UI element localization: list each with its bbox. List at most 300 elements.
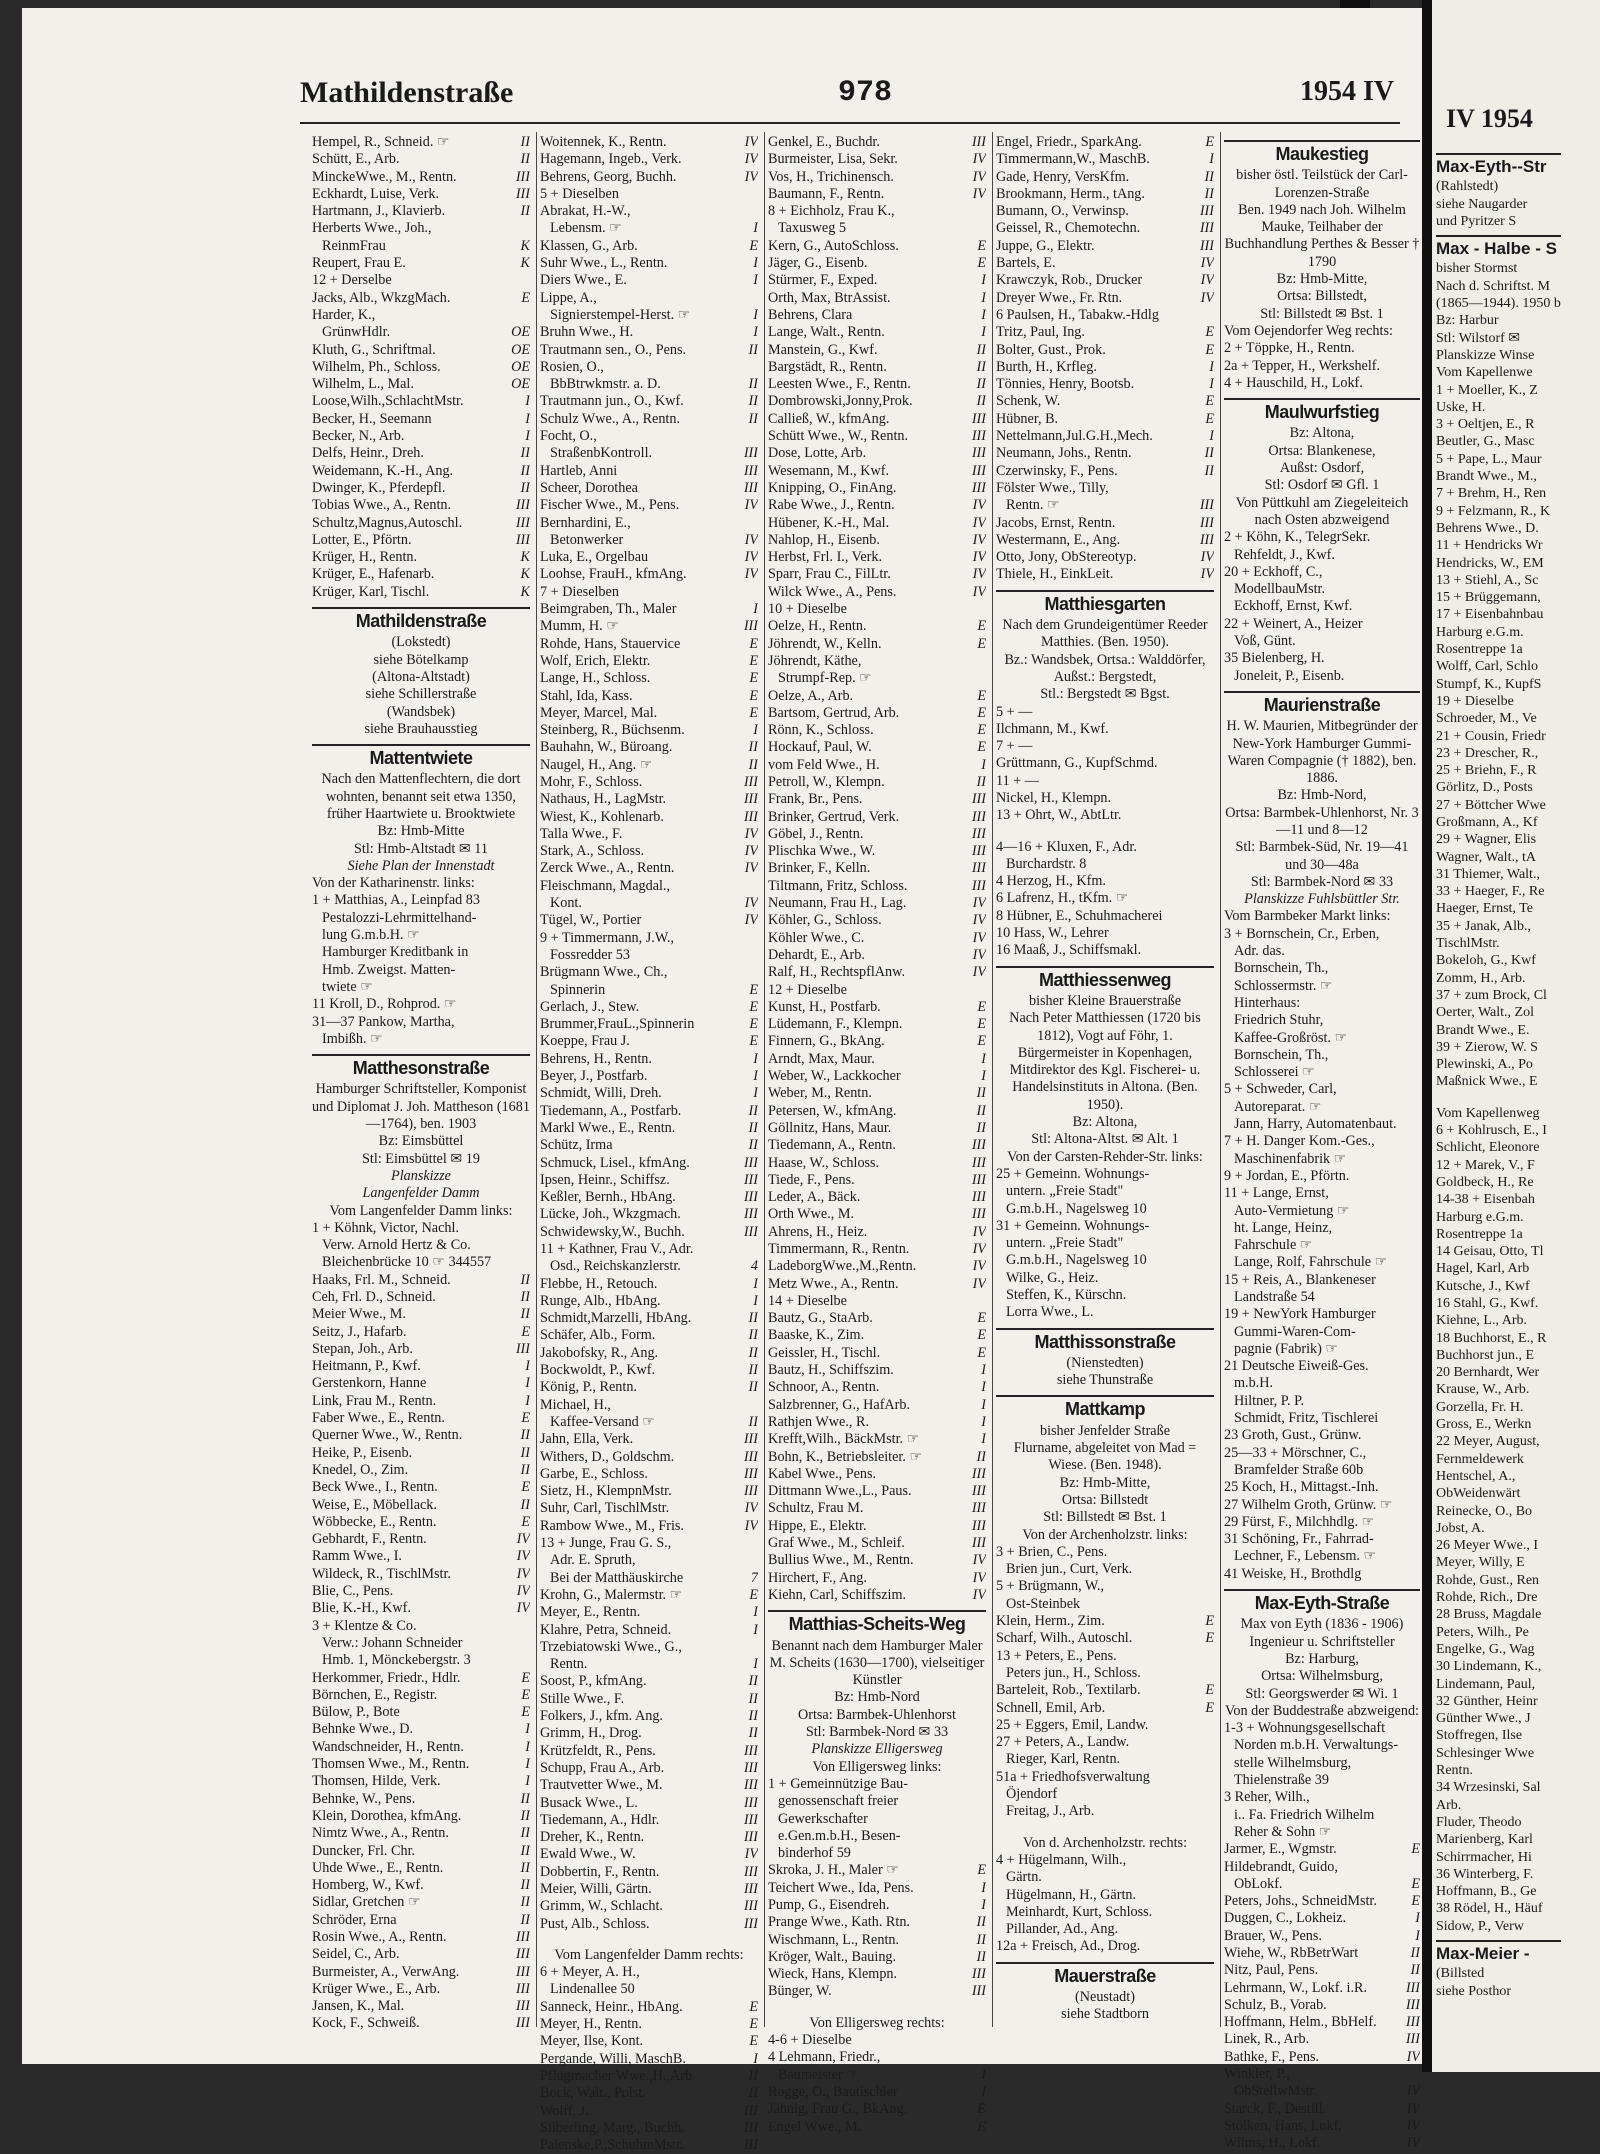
entry-text: Tiltmann, Fritz, Schloss. [768, 877, 908, 894]
floor-label: III [743, 618, 758, 635]
floor-label: OE [511, 341, 530, 358]
entry-text: Göllnitz, Hans, Maur. [768, 1119, 892, 1136]
floor-label: III [743, 445, 758, 462]
resident-entry [312, 186, 530, 203]
floor-label: E [977, 237, 986, 254]
resident-entry [540, 1293, 758, 1310]
floor-label: II [748, 1344, 758, 1361]
resident-entry: TischlMstr. [1436, 936, 1500, 952]
street-note: siehe Bötelkamp [373, 651, 469, 668]
entry-text: Schäfer, Alb., Form. [540, 1327, 656, 1344]
resident-entry [540, 1622, 758, 1639]
floor-label: OE [511, 324, 530, 341]
resident-entry [768, 497, 986, 514]
entry-text: Krüger, E., Hafenarb. [312, 566, 435, 583]
street-heading: Maulwurfstieg [1224, 398, 1420, 421]
resident-entry [312, 1773, 530, 1790]
floor-label: III [971, 1154, 986, 1171]
resident-entry [540, 1379, 758, 1396]
resident-entry: Kiehne, L., Arb. [1436, 1313, 1527, 1329]
entry-text: Fossredder 53 [550, 946, 630, 963]
entry-text: 6 + Meyer, A. H., [540, 1964, 640, 1981]
resident-entry [996, 721, 1214, 738]
floor-label: I [525, 1721, 530, 1738]
entry-text: Schenk, W. [996, 393, 1061, 410]
entry-text: 5 + Brügmann, W., [996, 1578, 1105, 1595]
house-number-entry [312, 1014, 530, 1031]
resident-entry [312, 1929, 530, 1946]
entry-text: Krohn, G., Malermstr. ☞ [540, 1586, 683, 1603]
entry-text: Tiedemann, A., Hdlr. [540, 1811, 660, 1828]
floor-label: I [981, 2083, 986, 2100]
entry-text: Eckhardt, Luise, Verk. [312, 185, 439, 202]
resident-entry [1224, 1548, 1420, 1565]
resident-entry [540, 1587, 758, 1604]
floor-label: III [971, 1206, 986, 1223]
entry-text: Leesten Wwe., F., Rentn. [768, 376, 911, 393]
entry-text: Weber, W., Lackkocher [768, 1068, 901, 1085]
resident-entry [540, 1673, 758, 1690]
floor-label: IV [972, 185, 986, 202]
resident-entry [312, 1254, 530, 1271]
floor-label: II [520, 203, 530, 220]
resident-entry [1224, 1737, 1420, 1754]
house-number-entry [768, 1776, 986, 1793]
floor-label: E [1205, 410, 1214, 427]
resident-entry [312, 169, 530, 186]
house-number-entry [540, 1241, 758, 1258]
entry-text: 12a + Freisch, Ad., Drog. [996, 1938, 1141, 1955]
entry-text: Weber, M., Rentn. [768, 1085, 872, 1102]
house-number-entry [1224, 616, 1420, 633]
resident-entry [540, 860, 758, 877]
resident-entry [768, 688, 986, 705]
resident-entry [1224, 1220, 1420, 1237]
floor-label: IV [972, 1241, 986, 1257]
house-number-entry [312, 272, 530, 289]
resident-entry [1224, 1341, 1420, 1358]
resident-entry: 15 + Brüggemann, [1436, 590, 1541, 606]
entry-text: Geissler, H., Tischl. [768, 1344, 881, 1361]
entry-text: Bock, Walt., Polst. [540, 2085, 646, 2102]
floor-label: I [981, 1896, 986, 1913]
floor-label: III [743, 1448, 758, 1465]
entry-text: binderhof 59 [778, 1845, 851, 1862]
house-number-entry [996, 704, 1214, 721]
entry-text: Maschinenfabrik ☞ [1234, 1150, 1347, 1167]
floor-label: K [520, 549, 530, 566]
resident-entry [540, 1691, 758, 1708]
floor-label: III [743, 1898, 758, 1915]
resident-entry [1224, 2049, 1420, 2066]
resident-entry [996, 755, 1214, 772]
resident-entry: Planskizze Winse [1436, 347, 1535, 363]
resident-entry [768, 1570, 986, 1587]
entry-text: Calließ, W., kfmAng. [768, 410, 890, 427]
resident-entry [1224, 1047, 1420, 1064]
street-note: Nach den Mattenflechtern, die dort wohnten, benannt seit etwa 1350, früher Haartwiete u. Brooktwiete [321, 771, 521, 822]
street-note: Ortsa: Billstedt [1061, 1491, 1149, 1508]
floor-label: III [743, 1483, 758, 1500]
resident-entry [1224, 1289, 1420, 1306]
house-number-entry [996, 839, 1214, 856]
entry-text: Jann, Harry, Automatenbaut. [1234, 1116, 1397, 1133]
entry-text: Hiltner, P. P. [1234, 1392, 1304, 1409]
street-note: Stl: Barmbek-Nord ✉ 33 [805, 1724, 949, 1741]
resident-entry [540, 515, 758, 532]
entry-text: Steinberg, R., Büchsenm. [540, 722, 685, 739]
entry-text: Kröger, Walt., Bauing. [768, 1948, 897, 1965]
entry-text: Gebhardt, F., Rentn. [312, 1531, 427, 1548]
floor-label: E [1411, 1875, 1420, 1892]
floor-label: II [1204, 168, 1214, 185]
entry-text: Bohn, K., Betriebsleiter. ☞ [768, 1448, 923, 1465]
resident-entry [540, 1846, 758, 1863]
floor-label: IV [972, 497, 986, 514]
entry-text: Behnke Wwe., D. [312, 1721, 413, 1738]
entry-text: Stark, A., Schloss. [540, 843, 645, 860]
resident-entry [540, 1981, 758, 1998]
entry-text: Frank, Br., Pens. [768, 791, 863, 808]
column-divider [536, 132, 537, 2027]
resident-entry [768, 860, 986, 877]
entry-text: Haaks, Frl. M., Schneid. [312, 1271, 451, 1288]
house-number-entry [1224, 1306, 1420, 1323]
house-number-entry [768, 601, 986, 618]
entry-text: ht. Lange, Heinz, [1234, 1219, 1333, 1236]
resident-entry [768, 636, 986, 653]
house-number-entry [996, 1769, 1214, 1786]
floor-label: IV [1200, 566, 1214, 583]
resident-entry [768, 376, 986, 393]
resident-entry [540, 255, 758, 272]
floor-label: IV [744, 168, 758, 185]
floor-label: III [515, 1928, 530, 1945]
floor-label: IV [972, 912, 986, 929]
resident-entry: 18 Buchhorst, E., R [1436, 1330, 1547, 1346]
entry-text: Joneleit, P., Eisenb. [1234, 667, 1345, 684]
entry-text: Leder, A., Bäck. [768, 1189, 861, 1206]
floor-label: II [520, 1444, 530, 1461]
floor-label: IV [516, 1600, 530, 1617]
resident-entry [768, 411, 986, 428]
resident-entry [540, 411, 758, 428]
resident-entry: Brandt Wwe., M., [1436, 469, 1537, 485]
floor-label: IV [516, 1565, 530, 1582]
resident-entry: Fernmeldewerk [1436, 1451, 1524, 1467]
entry-text: Blie, K.-H., Kwf. [312, 1600, 411, 1617]
resident-entry [540, 307, 758, 324]
resident-entry [1224, 960, 1420, 977]
floor-label: III [1405, 2031, 1420, 2048]
entry-text: Lange, Rolf, Fahrschule ☞ [1234, 1254, 1388, 1271]
resident-entry [312, 1877, 530, 1894]
entry-text: Rohde, Hans, Stauervice [540, 635, 681, 652]
street-note: (Altona-Altstadt) [372, 668, 470, 685]
entry-text: Plischka Wwe., W. [768, 843, 876, 860]
entry-text: Meyer, Marcel, Mal. [540, 704, 658, 721]
resident-entry: Krause, W., Arb. [1436, 1382, 1530, 1398]
entry-text: Dombrowski,Jonny,Prok. [768, 393, 913, 410]
floor-label: E [749, 237, 758, 254]
floor-label: II [520, 479, 530, 496]
entry-text: Starck, F., Destill. [1224, 2100, 1327, 2117]
resident-entry: 33 + Haeger, F., Re [1436, 884, 1545, 900]
entry-text: Weidemann, K.-H., Ang. [312, 462, 454, 479]
floor-label: II [520, 1790, 530, 1807]
resident-entry [996, 393, 1214, 410]
resident-entry [540, 947, 758, 964]
house-number-entry [1224, 358, 1420, 375]
floor-label: III [515, 1980, 530, 1997]
entry-text: Pestalozzi-Lehrmittelhand- [322, 909, 477, 926]
entry-text: Juppe, G., Elektr. [996, 237, 1095, 254]
resident-entry [312, 307, 530, 324]
floor-label: IV [1200, 255, 1214, 272]
entry-text: Bauhahn, W., Büroang. [540, 739, 673, 756]
resident-entry: 14-38 + Eisenbah [1436, 1192, 1535, 1208]
resident-entry [768, 843, 986, 860]
floor-label: I [981, 1068, 986, 1085]
street-note: Bz.: Wandsbek, Ortsa.: Walddörfer, Außst.: Bergstedt, [1004, 651, 1206, 685]
entry-text: Runge, Alb., HbAng. [540, 1292, 661, 1309]
entry-text: Schütt, E., Arb. [312, 151, 400, 168]
floor-label: IV [972, 583, 986, 600]
street-note: siehe Brauhausstieg [364, 720, 478, 737]
entry-text: 29 Fürst, F., Milchhdlg. ☞ [1224, 1513, 1375, 1530]
entry-text: Schnell, Emil, Arb. [996, 1699, 1106, 1716]
house-number-entry [996, 908, 1214, 925]
entry-text: Schlossermstr. ☞ [1234, 977, 1333, 994]
resident-entry [540, 2051, 758, 2068]
entry-text: Dreyer Wwe., Fr. Rtn. [996, 289, 1123, 306]
house-number-entry [540, 584, 758, 601]
resident-entry [996, 1700, 1214, 1717]
entry-text: e.Gen.m.b.H., Besen- [778, 1827, 901, 1844]
entry-text: Baumann, F., Rentn. [768, 185, 885, 202]
resident-entry [768, 584, 986, 601]
resident-entry [312, 1756, 530, 1773]
street-note: Planskizze Elligersweg [811, 1741, 943, 1758]
entry-text: Lotter, E., Pförtn. [312, 531, 412, 548]
resident-entry [996, 290, 1214, 307]
street-note: Außst: Osdorf, [1279, 460, 1365, 477]
floor-label: III [1199, 497, 1214, 514]
entry-text: Gerstenkorn, Hanne [312, 1375, 427, 1392]
entry-text: Homberg, W., Kwf. [312, 1877, 424, 1894]
entry-text: Pust, Alb., Schloss. [540, 1915, 650, 1932]
resident-entry: 29 + Wagner, Elis [1436, 832, 1537, 848]
entry-text: Hübner, B. [996, 410, 1059, 427]
entry-text: Wiehe, W., RbBetrWart [1224, 1944, 1359, 1961]
street-note: bisher Kleine Brauerstraße [1028, 992, 1182, 1009]
resident-entry: 17 + Eisenbahnbau [1436, 607, 1544, 623]
resident-entry [768, 964, 986, 981]
resident-entry: siehe Posthor [1436, 1983, 1512, 1999]
entry-text: Bünger, W. [768, 1983, 832, 2000]
street-note: Siehe Plan der Innenstadt [347, 857, 495, 874]
resident-entry: (Billsted [1436, 1966, 1485, 1982]
floor-label: IV [744, 860, 758, 877]
street-note: Flurname, abgeleitet von Mad = Wiese. (Ben. 1948). [1013, 1440, 1197, 1474]
resident-entry [996, 1201, 1214, 1218]
entry-text: Otto, Jony, ObStereotyp. [996, 549, 1137, 566]
entry-text: Peters, Johs., SchneidMstr. [1224, 1893, 1377, 1910]
entry-text: Bruhn Wwe., H. [540, 324, 634, 341]
resident-entry [768, 1206, 986, 1223]
resident-entry: Wolff, Carl, Schlo [1436, 659, 1539, 675]
floor-label: III [971, 1535, 986, 1552]
resident-entry: 13 + Stiehl, A., Sc [1436, 572, 1539, 588]
entry-text: Rogge, O., Bautischler [768, 2083, 898, 2100]
entry-text: Trautmann jun., O., Kwf. [540, 393, 684, 410]
resident-entry [768, 1379, 986, 1396]
entry-text: 2 + Töppke, H., Rentn. [1224, 340, 1355, 357]
resident-entry [540, 791, 758, 808]
resident-entry [540, 1552, 758, 1569]
resident-entry: Hoffmann, B., Ge [1436, 1884, 1537, 1900]
floor-label: E [977, 687, 986, 704]
resident-entry [768, 463, 986, 480]
floor-label: IV [972, 1275, 986, 1292]
entry-text: Markl Wwe., E., Rentn. [540, 1119, 676, 1136]
entry-text: Wolff, J. [540, 2102, 589, 2119]
entry-text: Göbel, J., Rentn. [768, 825, 864, 842]
entry-text: Nitz, Paul, Pens. [1224, 1962, 1319, 1979]
resident-entry: (Rahlstedt) [1436, 179, 1499, 195]
floor-label: E [749, 2016, 758, 2033]
floor-label: IV [972, 946, 986, 963]
entry-text: Haase, W., Schloss. [768, 1154, 880, 1171]
entry-text: G.m.b.H., Nagelsweg 10 [1006, 1252, 1147, 1269]
entry-text: 10 + Dieselbe [768, 601, 847, 618]
entry-text: Wildeck, R., TischlMstr. [312, 1565, 451, 1582]
resident-entry: 30 Lindemann, K., [1436, 1659, 1542, 1675]
house-number-entry [996, 1717, 1214, 1734]
entry-text: Friedrich Stuhr, [1234, 1012, 1324, 1029]
floor-label: III [515, 1340, 530, 1357]
resident-entry [768, 1258, 986, 1275]
entry-text: Hoffmann, Helm., BbHelf. [1224, 2014, 1377, 2031]
resident-entry [540, 324, 758, 341]
floor-label: II [976, 341, 986, 358]
resident-entry [1224, 2135, 1420, 2152]
street-note: Langenfelder Damm [362, 1185, 480, 1202]
resident-entry [768, 1793, 986, 1810]
floor-label: E [749, 1586, 758, 1603]
entry-text: Signierstempel-Herst. ☞ [550, 306, 691, 323]
resident-entry [540, 722, 758, 739]
resident-entry: Vom Kapellenwe [1436, 365, 1533, 381]
street-note: Bz: Harburg, [1285, 1650, 1359, 1667]
resident-entry: Sidow, P., Verw [1436, 1918, 1524, 1934]
resident-entry: 32 Günther, Heinr [1436, 1693, 1538, 1709]
entry-text: Timmermann,W., MaschB. [996, 151, 1150, 168]
spacer [540, 1933, 758, 1947]
resident-entry [1224, 668, 1420, 685]
resident-entry [540, 359, 758, 376]
resident-entry: Peters, Wilh., Pe [1436, 1624, 1529, 1640]
resident-entry [996, 445, 1214, 462]
entry-text: Bernhardini, E., [540, 514, 631, 531]
resident-entry [312, 1635, 530, 1652]
resident-entry [996, 342, 1214, 359]
resident-entry: 25 + Briehn, F., R [1436, 763, 1537, 779]
floor-label: E [977, 2118, 986, 2135]
floor-label: II [748, 1690, 758, 1707]
resident-entry [312, 515, 530, 532]
entry-text: Rabe Wwe., J., Rentn. [768, 497, 895, 514]
entry-text: 7 + — [996, 738, 1033, 755]
resident-entry [1224, 1928, 1420, 1945]
street-heading: Mathildenstraße [312, 607, 530, 630]
floor-label: I [753, 255, 758, 272]
resident-entry [996, 463, 1214, 480]
resident-entry [312, 1670, 530, 1687]
entry-text: Blie, C., Pens. [312, 1583, 394, 1600]
resident-entry [312, 134, 530, 151]
resident-entry: Plewinski, A., Po [1436, 1057, 1533, 1073]
resident-entry [540, 1898, 758, 1915]
floor-label: III [743, 1742, 758, 1759]
entry-text: Uhde Wwe., E., Rentn. [312, 1859, 444, 1876]
resident-entry [996, 376, 1214, 393]
entry-text: Wolf, Erich, Elektr. [540, 652, 651, 669]
floor-label: E [521, 1686, 530, 1703]
floor-label: II [520, 462, 530, 479]
entry-text: Tiede, F., Pens. [768, 1171, 855, 1188]
entry-text: Wandschneider, H., Rentn. [312, 1738, 464, 1755]
entry-text: Meinhardt, Kurt, Schloss. [1006, 1903, 1153, 1920]
street-note: Von Elligersweg links: [812, 1758, 942, 1775]
entry-text: 51a + Friedhofsverwaltung [996, 1768, 1150, 1785]
entry-text: Soost, P., kfmAng. [540, 1673, 647, 1690]
resident-entry: 9 + Felzmann, R., K [1436, 503, 1551, 519]
house-number-entry [1224, 1720, 1420, 1737]
floor-label: E [977, 255, 986, 272]
resident-entry [540, 688, 758, 705]
entry-text: Verw.: Johann Schneider [322, 1634, 463, 1651]
resident-entry [768, 2119, 986, 2136]
entry-text: Bartsom, Gertrud, Arb. [768, 704, 900, 721]
resident-entry [768, 1033, 986, 1050]
entry-text: Ramm Wwe., I. [312, 1548, 402, 1565]
floor-label: III [971, 479, 986, 496]
street-note: Nach Peter Matthiessen (1720 bis 1812), Vogt auf Föhr, 1. Bürgermeister in Kopenhagen, Mitdirektor des Kgl. Fischerei- u. Handelsinstituts in Altona. (Ben. 1950). [1009, 1010, 1201, 1113]
floor-label: E [977, 1344, 986, 1361]
floor-label: I [753, 2050, 758, 2067]
house-number-entry [1224, 926, 1420, 943]
street-heading: Matthias-Scheits-Weg [768, 1610, 986, 1633]
floor-label: E [749, 652, 758, 669]
entry-text: Neumann, Johs., Rentn. [996, 445, 1132, 462]
resident-entry [540, 1708, 758, 1725]
resident-entry: 19 + Dieselbe [1436, 693, 1514, 709]
entry-text: Schulz, B., Vorab. [1224, 1996, 1327, 2013]
street-heading: Max-Eyth--Str [1436, 153, 1561, 175]
house-number-entry [996, 807, 1214, 824]
resident-entry [312, 566, 530, 583]
floor-label: 4 [750, 1258, 758, 1275]
resident-entry: Stl: Wilstorf ✉ [1436, 330, 1521, 346]
entry-text: Rentn. ☞ [1006, 497, 1060, 514]
page-gutter [1422, 0, 1432, 2072]
resident-entry [312, 1583, 530, 1600]
entry-text: Luka, E., Orgelbau [540, 549, 649, 566]
resident-entry [540, 2016, 758, 2033]
floor-label: I [525, 1756, 530, 1773]
resident-entry [540, 705, 758, 722]
